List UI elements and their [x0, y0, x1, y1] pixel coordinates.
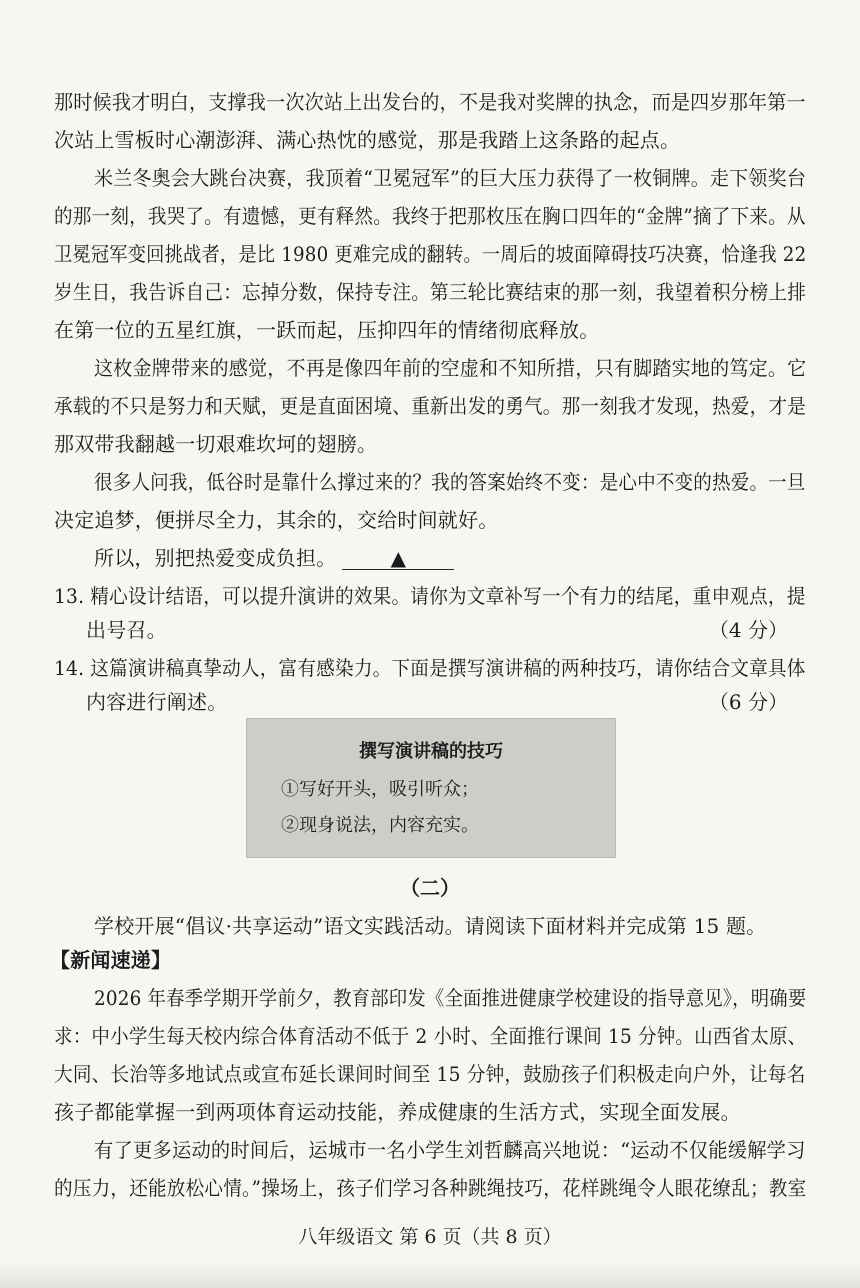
page-footer: 八年级语文 第 6 页（共 8 页） — [298, 1226, 562, 1248]
tips-box — [246, 718, 616, 858]
news-line: 有了更多运动的时间后，运城市一名小学生刘哲麟高兴地说：“运动不仅能缓解学习 — [94, 1138, 806, 1162]
news-line: 孩子都能掌握一到两项体育运动技能，养成健康的生活方式，实现全面发展。 — [54, 1100, 741, 1124]
passage-line: 决定追梦，便拼尽全力，其余的，交给时间就好。 — [54, 508, 499, 532]
passage-line: 很多人问我，低谷时是靠什么撑过来的？我的答案始终不变：是心中不变的热爱。一旦 — [94, 470, 806, 494]
passage-line: 岁生日，我告诉自己：忘掉分数，保持专注。第三轮比赛结束的那一刻，我望着积分榜上排 — [54, 280, 807, 304]
passage-line: 那时候我才明白，支撑我一次次站上出发台的，不是我对奖牌的执念，而是四岁那年第一 — [54, 90, 806, 114]
section-subheading: 【新闻速递】 — [50, 948, 172, 972]
news-line: 求：中小学生每天校内综合体育活动不低于 2 小时、全面推行课间 15 分钟。山西省太原、 — [54, 1024, 807, 1048]
section-title: （二） — [400, 876, 460, 900]
section-intro: 学校开展“倡议·共享运动”语文实践活动。请阅读下面材料并完成第 15 题。 — [94, 914, 767, 938]
triangle-marker-icon: ▲ — [390, 546, 407, 570]
tips-item: ①写好开头，吸引听众； — [281, 779, 479, 800]
passage-line: 卫冕冠军变回挑战者，是比 1980 更难完成的翻转。一周后的坡面障碍技巧决赛，恰逢我 22 — [54, 242, 807, 266]
news-line: 2026 年春季学期开学前夕，教育部印发《全面推进健康学校建设的指导意见》，明确要 — [94, 986, 807, 1010]
passage-line: 的那一刻，我哭了。有遗憾，更有释然。我终于把那枚压在胸口四年的“金牌”摘了下来。从 — [54, 204, 806, 228]
news-line: 大同、长治等多地试点或宣布延长课间时间至 15 分钟，鼓励孩子们积极走向户外，让每名 — [54, 1062, 806, 1086]
passage-line: 承载的不只是努力和天赋，更是直面困境、重新出发的勇气。那一刻我才发现，热爱，才是 — [54, 394, 807, 418]
question-13-line1: 13. 精心设计结语，可以提升演讲的效果。请你为文章补写一个有力的结尾，重申观点，提 — [54, 584, 806, 608]
question-14-line1: 14. 这篇演讲稿真挚动人，富有感染力。下面是撰写演讲稿的两种技巧，请你结合文章具体 — [54, 656, 806, 680]
news-line: 的压力，还能放松心情。”操场上，孩子们学习各种跳绳技巧，花样跳绳令人眼花缭乱；教室 — [54, 1176, 807, 1200]
tips-title: 撰写演讲稿的技巧 — [359, 741, 503, 762]
tips-item: ②现身说法，内容充实。 — [281, 815, 479, 836]
question-14-score: （6 分） — [708, 690, 788, 714]
passage-line: 米兰冬奥会大跳台决赛，我顶着“卫冕冠军”的巨大压力获得了一枚铜牌。走下领奖台 — [94, 166, 807, 190]
passage-line: 这枚金牌带来的感觉，不再是像四年前的空虚和不知所措，只有脚踏实地的笃定。它 — [94, 356, 807, 380]
question-14-line2: 内容进行阐述。 — [86, 690, 228, 714]
passage-line: 在第一位的五星红旗，一跃而起，压抑四年的情绪彻底释放。 — [54, 318, 600, 342]
question-13-line2: 出号召。 — [86, 618, 167, 642]
passage-line: 那双带我翻越一切艰难坎坷的翅膀。 — [54, 432, 378, 456]
answer-blank[interactable] — [342, 547, 454, 570]
passage-closing-line — [94, 542, 454, 574]
passage-line: 次站上雪板时心潮澎湃、满心热忱的感觉，那是我踏上这条路的起点。 — [54, 128, 681, 152]
question-13-score: （4 分） — [708, 618, 788, 642]
page-edge-shadow — [0, 1262, 860, 1288]
passage-closing-text: 所以，别把热爱变成负担。 — [94, 546, 337, 570]
